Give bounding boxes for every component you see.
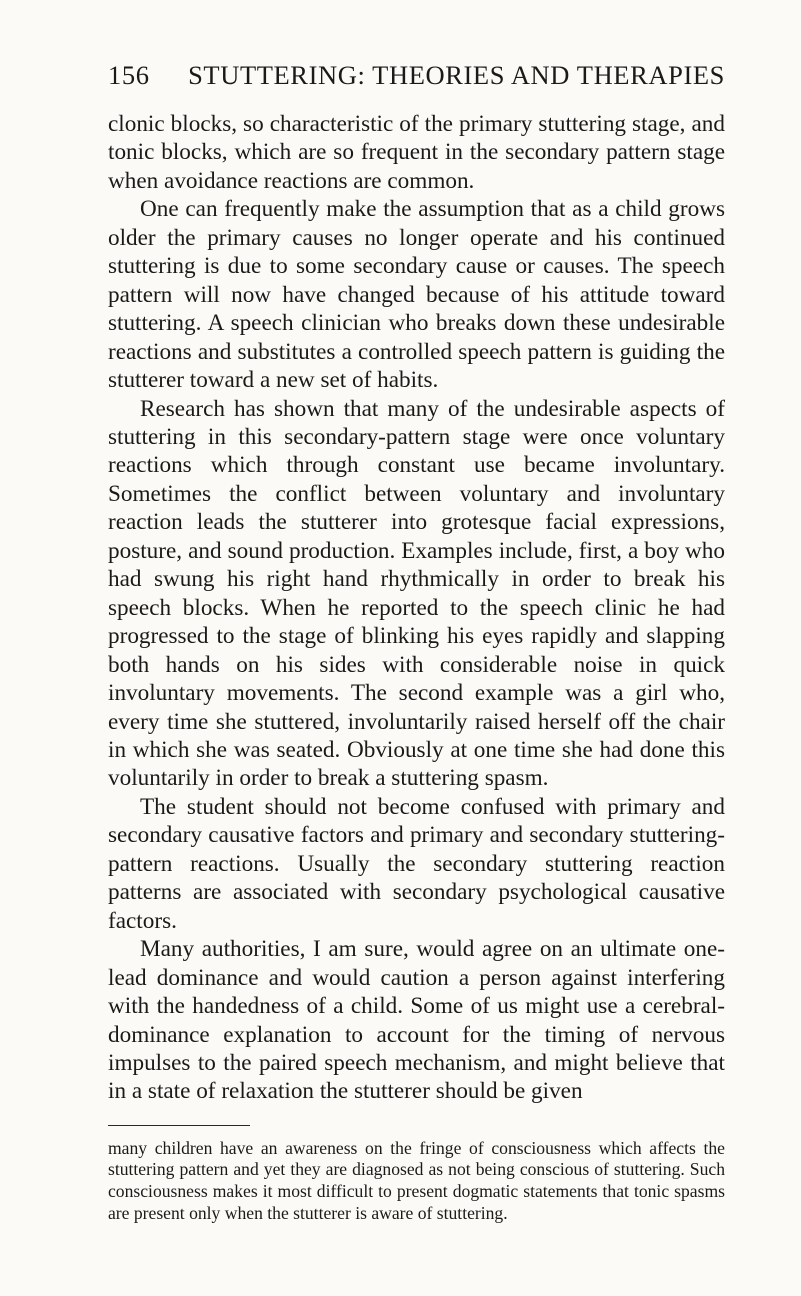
paragraph: Research has shown that many of the undesirable aspects of stuttering in this secondary-pattern stage were once voluntary reactions which through constant use became involuntary. Sometimes the conflict between voluntary and involuntary reaction leads the stutterer into grotesque facial expressions, posture, and sound production. Examples include, first, a boy who had swung his right hand rhythmically in order to break his speech blocks. When he reported to the speech clinic he had progressed to the stage of blinking his eyes rapidly and slapping both hands on his sides with considerable noise in quick involuntary movements. The second example was a girl who, every time she stuttered, involuntarily raised herself off the chair in which she was seated. Obviously at one time she had done this voluntarily in order to break a stuttering spasm. — [108, 395, 725, 792]
footnote-divider — [108, 1125, 250, 1126]
footnote: many children have an awareness on the fringe of consciousness which affects the stuttering pattern and yet they are diagnosed as not being conscious of stuttering. Such consciousness makes it most difficult to present dogmatic statements that tonic spasms are present only when the stutterer is aware of stuttering. — [108, 1137, 725, 1223]
paragraph: The student should not become confused with primary and secondary causative factors and primary and secondary stuttering-pattern reactions. Usually the secondary stuttering reaction patterns are associated with secondary psychological causative factors. — [108, 793, 725, 934]
paragraph: One can frequently make the assumption that as a child grows older the primary causes no longer operate and his continued stuttering is due to some secondary cause or causes. The speech pattern will now have changed because of his attitude toward stuttering. A speech clinician who breaks down these undesirable reactions and substitutes a controlled speech pattern is guiding the stutterer toward a new set of habits. — [108, 196, 725, 394]
running-head: STUTTERING: THEORIES AND THERAPIES — [188, 60, 725, 90]
paragraph: clonic blocks, so characteristic of the primary stuttering stage, and tonic blocks, which are so frequent in the secondary pattern stage when avoidance reactions are common. — [108, 111, 725, 194]
body-text — [108, 110, 725, 1106]
paragraph: Many authorities, I am sure, would agree on an ultimate one-lead dominance and would caution a person against interfering with the handedness of a child. Some of us might use a cerebral-dominance explanation to account for the timing of nervous impulses to the paired speech mechanism, and might believe that in a state of relaxation the stutterer should be given — [108, 936, 725, 1105]
page-number: 156 — [108, 60, 150, 90]
page-header — [108, 60, 725, 96]
book-page — [108, 60, 725, 1224]
